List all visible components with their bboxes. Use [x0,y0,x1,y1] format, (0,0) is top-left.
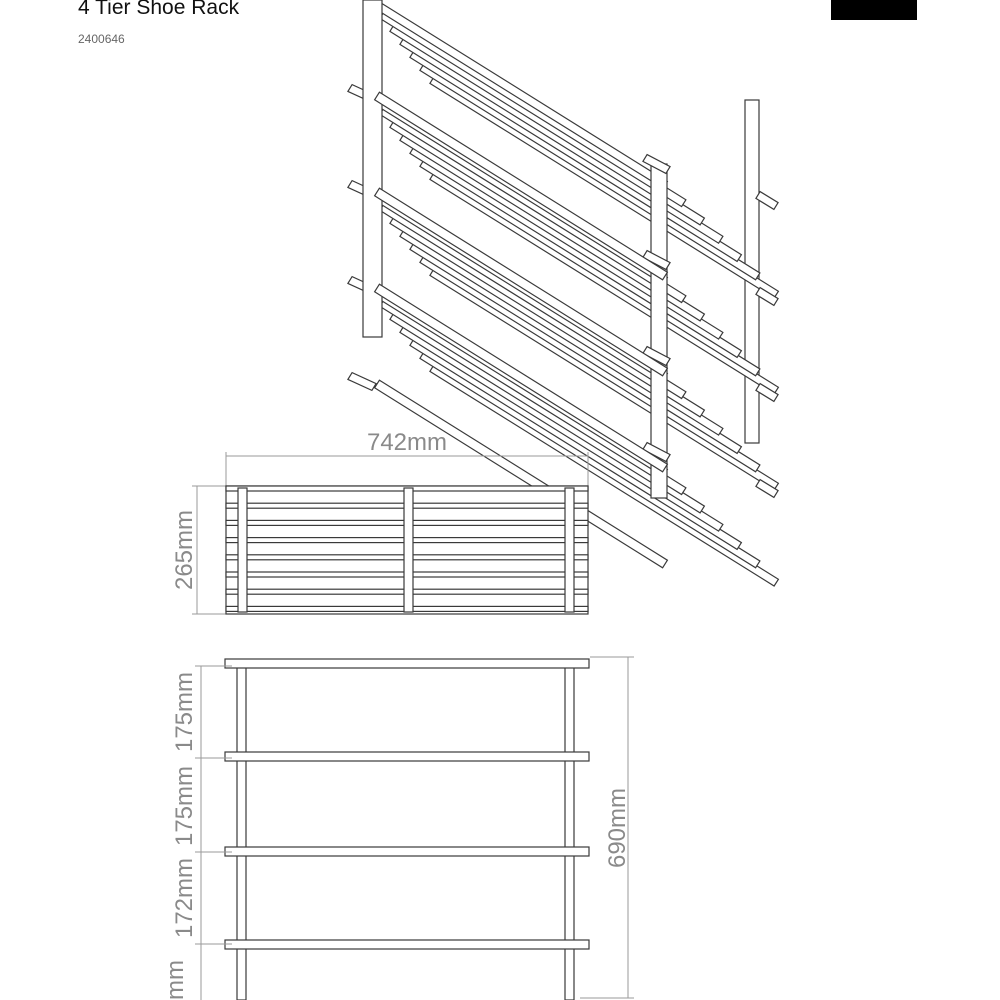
tier-gap-3-label: 172mm [171,857,198,939]
front-view-shelf-3 [225,847,589,856]
iso-slat-tier1-1 [370,0,668,188]
top-view [171,429,588,614]
front-view [162,657,634,1000]
top-view-support [565,488,574,612]
front-view-right-leg [565,666,574,1000]
top-view-shape [226,486,588,614]
product-code: 2400646 [78,32,125,46]
top-view-support [238,488,247,612]
tier-gap-4-label: mm [162,960,189,1000]
iso-left-rail-tier4 [348,373,376,391]
front-view-shelf-4 [225,940,589,949]
front-view-shelf-1 [225,659,589,668]
tier-gap-2-label: 175mm [171,765,198,847]
page-title: 4 Tier Shoe Rack [78,0,240,19]
front-view-shape [225,659,589,1000]
top-view-support [404,488,413,612]
tier-dimension-lines [195,666,232,1000]
height-label: 690mm [604,787,631,869]
front-view-shelf-2 [225,752,589,761]
depth-label: 265mm [171,509,198,591]
width-label: 742mm [366,429,448,456]
tier-gap-1-label: 175mm [171,671,198,753]
front-view-left-leg [237,666,246,1000]
